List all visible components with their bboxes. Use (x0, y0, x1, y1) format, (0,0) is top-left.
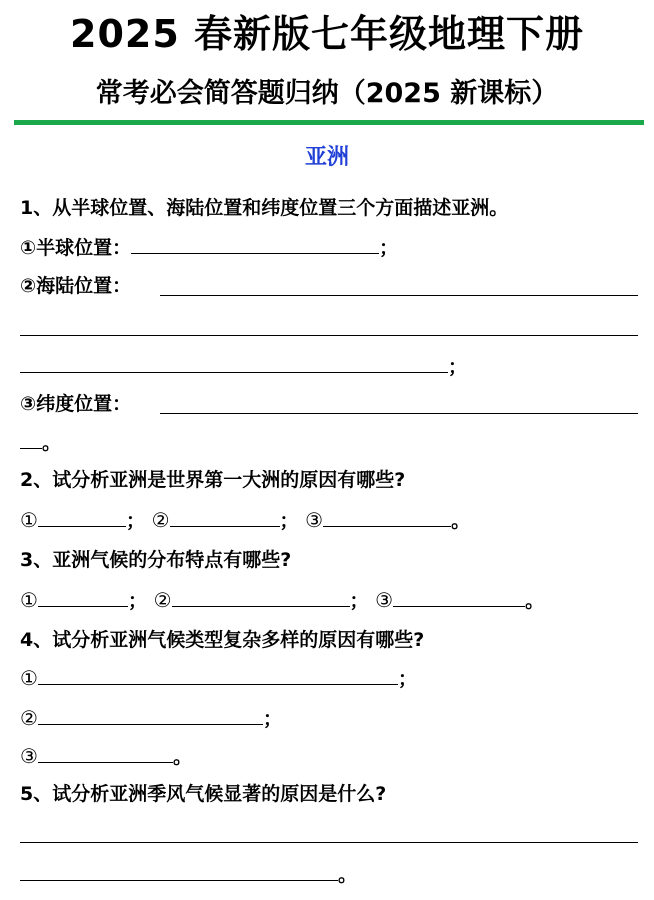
page-subtitle: 常考必会简答题归纳（2025 新课标） (95, 78, 559, 109)
question-5: 5、试分析亚洲季风气候显著的原因是什么? (20, 783, 387, 805)
question-3: 3、亚洲气候的分布特点有哪些? (20, 549, 292, 571)
answer-5-blank-1[interactable] (20, 842, 638, 843)
answer-4-blank-1[interactable] (38, 664, 398, 685)
marker-1: ① (20, 666, 38, 690)
semicolon-mark: ； (279, 510, 299, 532)
answer-1a-row (20, 233, 398, 262)
marker-2: ② (151, 508, 170, 532)
green-divider (14, 120, 644, 125)
section-heading: 亚洲 (304, 145, 349, 170)
period-mark: 。 (451, 510, 471, 532)
answer-5-blank-2[interactable] (20, 860, 338, 881)
answer-5-row-2 (20, 860, 357, 889)
answer-1b-label: ②海陆位置： (20, 275, 132, 297)
semicolon-mark: ； (262, 708, 282, 730)
answer-2-row (20, 506, 470, 535)
marker-3: ③ (375, 588, 394, 612)
marker-3: ③ (20, 744, 38, 768)
answer-4-blank-2[interactable] (38, 704, 263, 725)
answer-2-blank-1[interactable] (38, 506, 126, 527)
answer-2-blank-2[interactable] (170, 506, 280, 527)
marker-2: ② (153, 588, 172, 612)
semicolon-mark: ； (397, 668, 417, 690)
answer-1b-blank-2[interactable] (20, 335, 638, 336)
semicolon-mark: ； (379, 237, 399, 259)
marker-3: ③ (305, 508, 324, 532)
answer-1b-row (20, 272, 131, 300)
period-mark: 。 (338, 864, 358, 886)
answer-4-blank-3[interactable] (38, 742, 173, 763)
question-2: 2、试分析亚洲是世界第一大洲的原因有哪些? (20, 469, 406, 491)
answer-3-blank-2[interactable] (172, 586, 350, 607)
answer-1a-label: ①半球位置： (20, 237, 132, 259)
semicolon-mark: ； (349, 590, 369, 612)
answer-1c-blank-2[interactable] (20, 428, 42, 449)
answer-1c-row-2 (20, 428, 61, 457)
answer-4-row-1 (20, 664, 417, 693)
semicolon-mark: ； (127, 590, 147, 612)
answer-2-blank-3[interactable] (323, 506, 451, 527)
period-mark: 。 (42, 432, 62, 454)
semicolon-mark: ； (125, 510, 145, 532)
answer-3-blank-3[interactable] (393, 586, 525, 607)
answer-1b-blank[interactable] (160, 295, 638, 296)
semicolon-mark: ； (448, 356, 468, 378)
period-mark: 。 (525, 590, 545, 612)
answer-1a-blank[interactable] (131, 233, 379, 254)
answer-1b-blank-3[interactable] (20, 352, 448, 373)
answer-3-blank-1[interactable] (38, 586, 128, 607)
answer-3-row (20, 586, 544, 615)
question-4: 4、试分析亚洲气候类型复杂多样的原因有哪些? (20, 629, 425, 651)
answer-4-row-3 (20, 742, 192, 771)
answer-1b-row-3 (20, 352, 467, 381)
marker-1: ① (20, 508, 38, 532)
page-title: 2025 春新版七年级地理下册 (70, 12, 584, 56)
answer-4-row-2 (20, 704, 282, 733)
marker-2: ② (20, 706, 38, 730)
period-mark: 。 (172, 746, 192, 768)
answer-1c-blank[interactable] (160, 413, 638, 414)
marker-1: ① (20, 588, 38, 612)
question-1: 1、从半球位置、海陆位置和纬度位置三个方面描述亚洲。 (20, 197, 509, 219)
answer-1c-label: ③纬度位置： (20, 393, 132, 415)
answer-1c-row (20, 390, 131, 418)
